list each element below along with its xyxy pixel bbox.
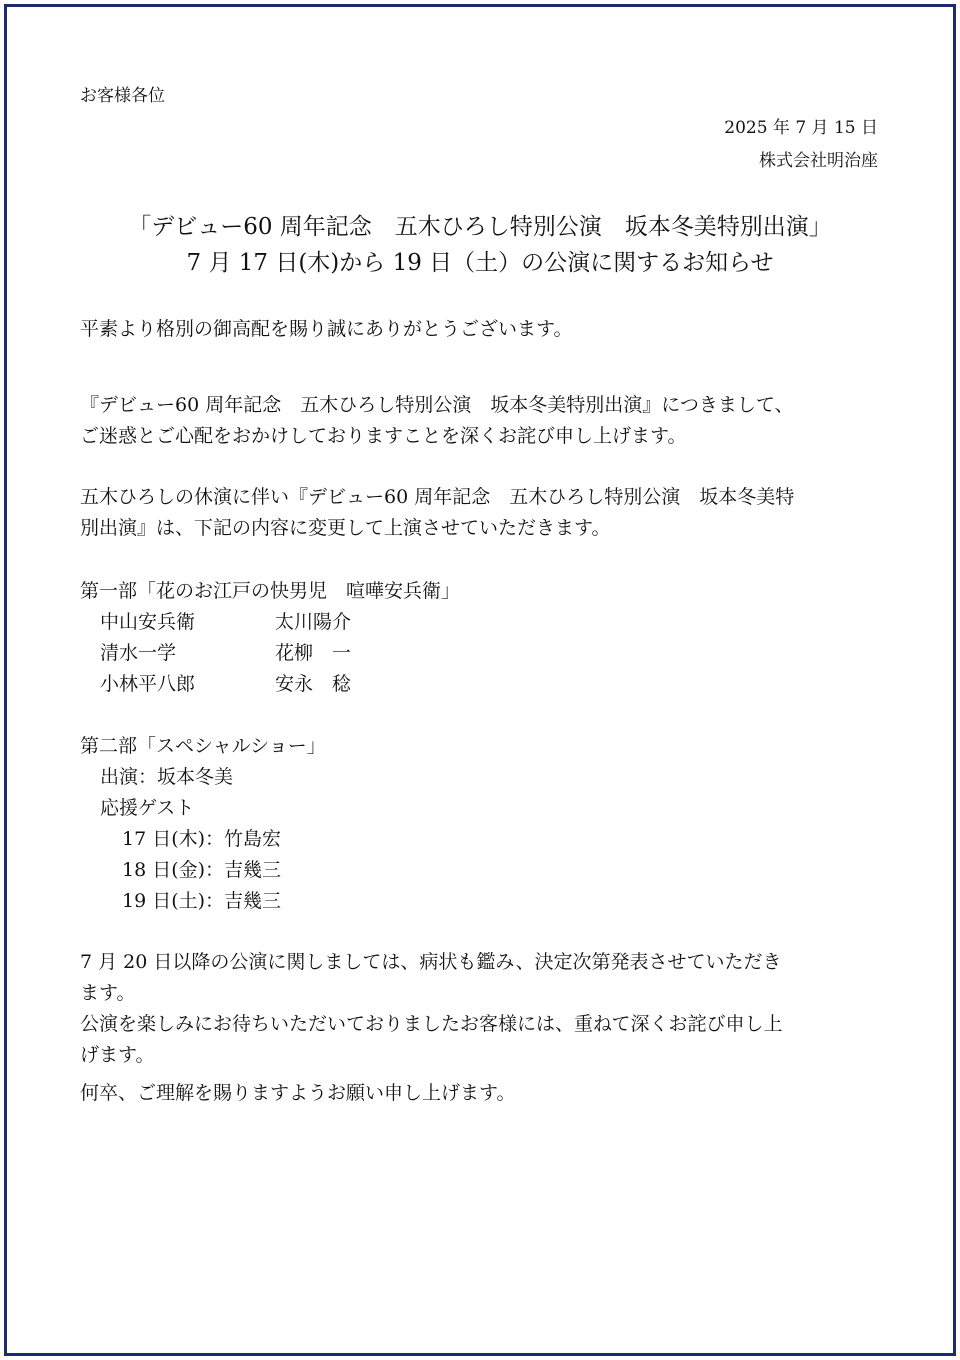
part2-heading: 第二部「スペシャルショー」 xyxy=(80,735,326,757)
cast-role: 清水一学 xyxy=(100,642,177,664)
greeting-paragraph xyxy=(80,314,880,345)
salutation: お客様各位 xyxy=(80,86,165,106)
cast-row xyxy=(80,667,880,698)
apology-paragraph xyxy=(80,390,880,452)
part2-performer: 出演：坂本冬美 xyxy=(100,766,234,788)
organization-name: 株式会社明治座 xyxy=(759,151,878,171)
title-line-1: 「デビュー60 周年記念 五木ひろし特別公演 坂本冬美特別出演」 xyxy=(128,214,832,240)
cast-actor: 花柳 一 xyxy=(275,642,352,664)
guest-entry: 17 日(木)：竹島宏 xyxy=(122,828,282,850)
cast-actor: 太川陽介 xyxy=(275,611,352,633)
guest-entry: 19 日(土)：吉幾三 xyxy=(122,890,282,912)
after-notice-line-1: 7 月 20 日以降の公演に関しましては、病状も鑑み、決定次第発表させていただき xyxy=(80,951,782,973)
after-notice-line-4: げます。 xyxy=(80,1044,155,1066)
cast-role: 中山安兵衛 xyxy=(100,611,196,633)
part1-heading: 第一部「花のお江戸の快男児 喧嘩安兵衛」 xyxy=(80,580,461,602)
cast-row xyxy=(80,605,880,636)
apology-line-1: 『デビュー60 周年記念 五木ひろし特別公演 坂本冬美特別出演』につきまして、 xyxy=(80,394,794,416)
greeting-text: 平素より格別の御高配を賜り誠にありがとうございます。 xyxy=(80,318,573,340)
change-notice-line-2: 別出演』は、下記の内容に変更して上演させていただきます。 xyxy=(80,517,611,539)
title-line-2: 7 月 17 日(木)から 19 日（土）の公演に関するお知らせ xyxy=(186,250,774,276)
part2-section xyxy=(80,729,880,915)
cast-row xyxy=(80,636,880,667)
closing-paragraph xyxy=(80,1078,880,1109)
apology-line-2: ご迷惑とご心配をおかけしておりますことを深くお詫び申し上げます。 xyxy=(80,425,687,447)
change-notice-line-1: 五木ひろしの休演に伴い『デビュー60 周年記念 五木ひろし特別公演 坂本冬美特 xyxy=(80,486,795,508)
guest-heading: 応援ゲスト xyxy=(100,797,195,819)
change-notice-paragraph xyxy=(80,482,880,544)
cast-actor: 安永 稔 xyxy=(275,673,352,695)
part1-section xyxy=(80,574,880,698)
notice-title xyxy=(0,216,960,288)
guest-entry: 18 日(金)：吉幾三 xyxy=(122,859,282,881)
closing-text: 何卒、ご理解を賜りますようお願い申し上げます。 xyxy=(80,1082,516,1104)
cast-role: 小林平八郎 xyxy=(100,673,196,695)
notice-date: 2025 年 7 月 15 日 xyxy=(724,118,878,138)
after-notice-line-2: ます。 xyxy=(80,982,136,1004)
after-notice-line-3: 公演を楽しみにお待ちいただいておりましたお客様には、重ねて深くお詫び申し上 xyxy=(80,1013,783,1035)
after-notice-paragraph xyxy=(80,947,880,1071)
